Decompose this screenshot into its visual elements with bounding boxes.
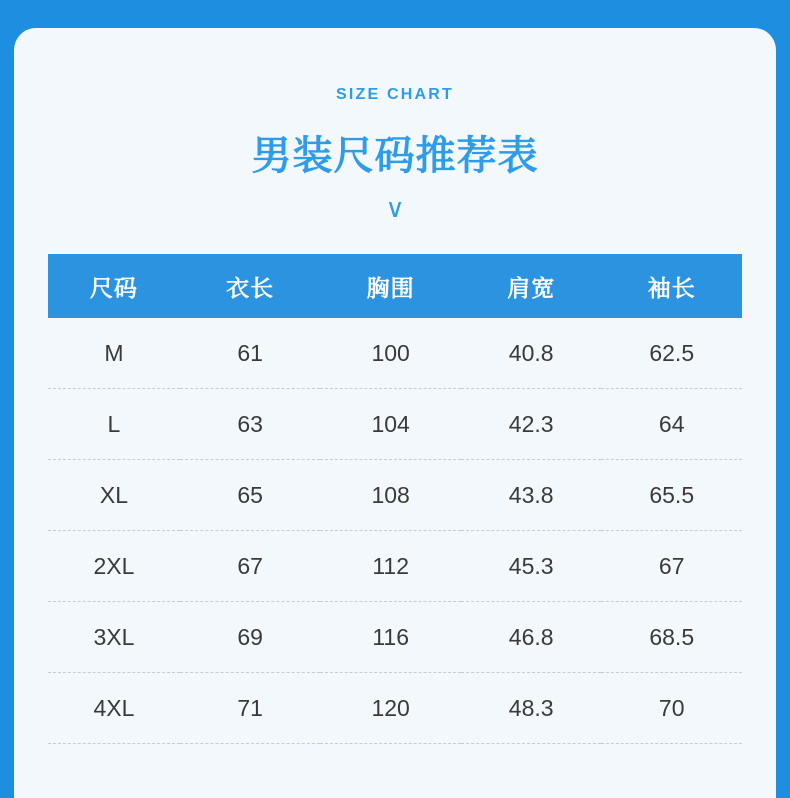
column-header-shoulder: 肩宽 <box>507 274 556 301</box>
cell-bust: 116 <box>320 602 461 673</box>
cell-sleeve: 64 <box>601 389 742 460</box>
cell-sleeve: 68.5 <box>601 602 742 673</box>
cell-shoulder: 42.3 <box>461 389 602 460</box>
size-chart-card <box>14 28 776 798</box>
cell-size: M <box>48 318 180 389</box>
chevron-down-icon: ∨ <box>385 193 405 223</box>
column-header-bust: 胸围 <box>366 274 415 301</box>
cell-size: XL <box>48 460 180 531</box>
page-title: 男装尺码推荐表 <box>251 134 539 178</box>
cell-bust: 112 <box>320 531 461 602</box>
cell-length: 61 <box>180 318 321 389</box>
cell-shoulder: 40.8 <box>461 318 602 389</box>
cell-length: 67 <box>180 531 321 602</box>
eyebrow-label: SIZE CHART <box>336 86 454 103</box>
table-row <box>48 531 742 602</box>
cell-sleeve: 67 <box>601 531 742 602</box>
table-row <box>48 389 742 460</box>
table-row <box>48 673 742 744</box>
table-row <box>48 318 742 389</box>
table-row <box>48 460 742 531</box>
column-header-sleeve: 袖长 <box>647 274 696 301</box>
table-body <box>48 318 742 744</box>
size-table-container <box>48 254 742 744</box>
cell-shoulder: 46.8 <box>461 602 602 673</box>
cell-bust: 108 <box>320 460 461 531</box>
cell-length: 69 <box>180 602 321 673</box>
cell-sleeve: 62.5 <box>601 318 742 389</box>
cell-bust: 100 <box>320 318 461 389</box>
cell-size: 4XL <box>48 673 180 744</box>
cell-length: 71 <box>180 673 321 744</box>
cell-size: 2XL <box>48 531 180 602</box>
cell-shoulder: 45.3 <box>461 531 602 602</box>
cell-size: 3XL <box>48 602 180 673</box>
table-header <box>48 254 742 318</box>
cell-sleeve: 70 <box>601 673 742 744</box>
cell-size: L <box>48 389 180 460</box>
cell-bust: 120 <box>320 673 461 744</box>
cell-shoulder: 48.3 <box>461 673 602 744</box>
column-header-size: 尺码 <box>89 274 138 301</box>
table-row <box>48 602 742 673</box>
table-header-row <box>48 254 742 318</box>
size-table <box>48 254 742 744</box>
cell-bust: 104 <box>320 389 461 460</box>
cell-shoulder: 43.8 <box>461 460 602 531</box>
cell-sleeve: 65.5 <box>601 460 742 531</box>
cell-length: 65 <box>180 460 321 531</box>
cell-length: 63 <box>180 389 321 460</box>
column-header-length: 衣长 <box>226 274 275 301</box>
